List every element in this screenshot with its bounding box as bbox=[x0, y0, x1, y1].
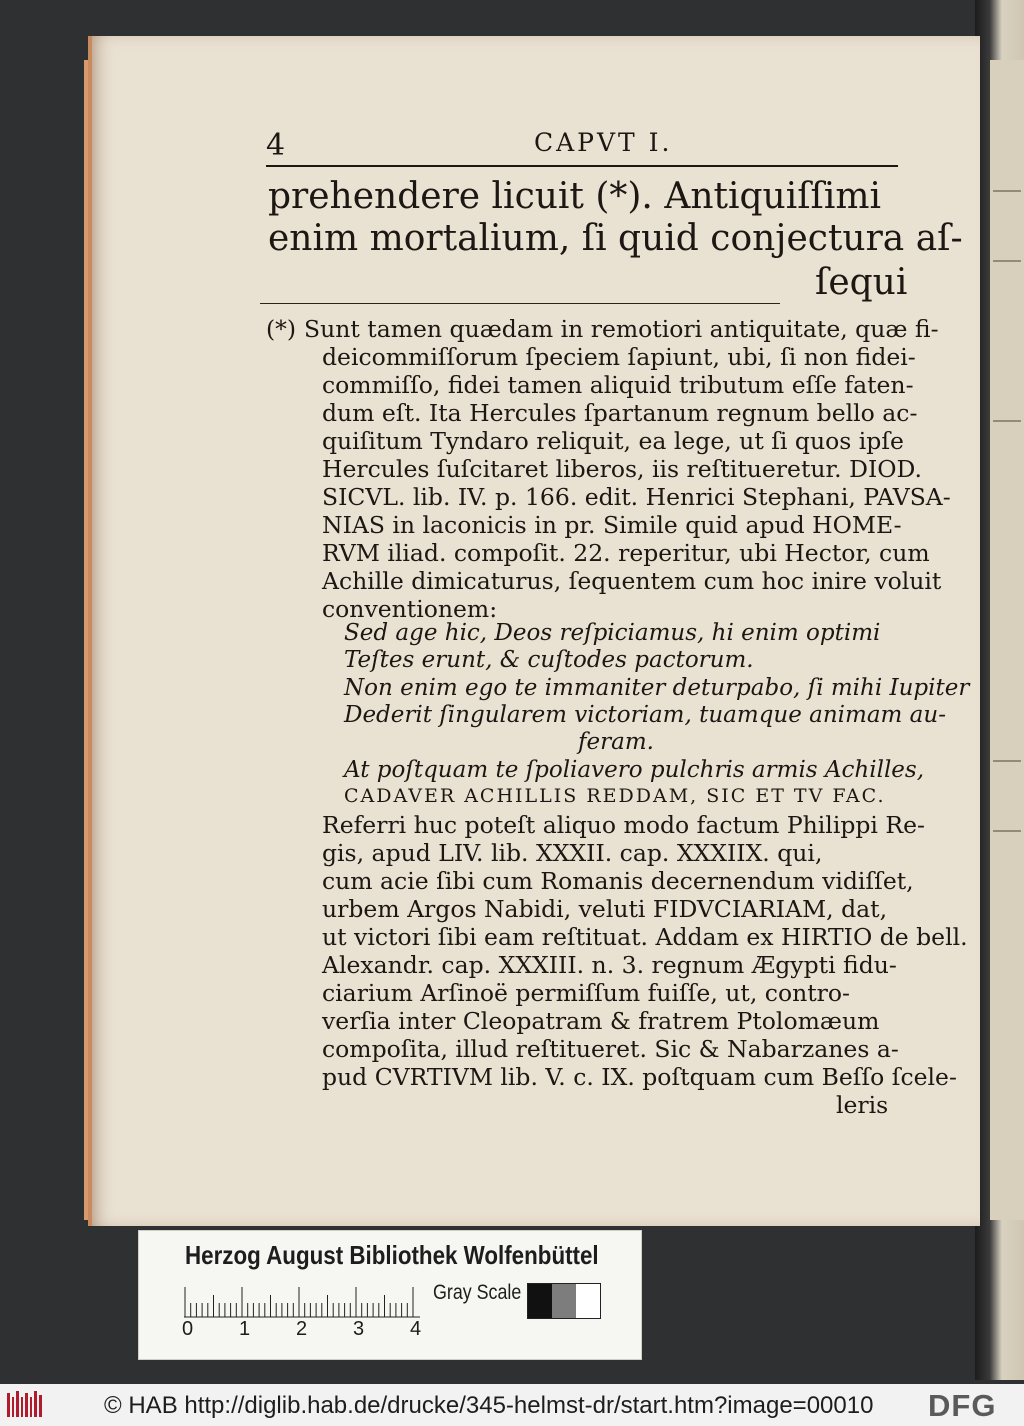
verse-line: Teſtes erunt, & cuſtodes pactorum. bbox=[344, 647, 754, 673]
ruler-number: 3 bbox=[353, 1318, 365, 1340]
footnote-line: ut victori ſibi eam reſtituat. Addam ex HIRTIO de bell. bbox=[322, 923, 968, 951]
footnote-line: cum acie ſibi cum Romanis decernendum vidiſſet, bbox=[322, 867, 914, 895]
ruler-number: 0 bbox=[182, 1318, 194, 1340]
adjacent-page-mark bbox=[993, 420, 1021, 422]
footnote-line: Hercules ſuſcitaret liberos, iis reſtitueretur. DIOD. bbox=[322, 455, 922, 483]
main-text-line: prehendere licuit (*). Antiquiſſimi bbox=[268, 176, 882, 217]
footnote-line: ciarium Arſinoë permiſſum fuiſſe, ut, contro- bbox=[322, 979, 850, 1007]
verse-line: feram. bbox=[578, 729, 654, 755]
dfg-logo: DFG bbox=[928, 1388, 997, 1423]
adjacent-page-mark bbox=[993, 190, 1021, 192]
grayscale-label: Gray Scale bbox=[433, 1281, 522, 1304]
adjacent-page-edge bbox=[990, 60, 1024, 1220]
footnote-line: pud CVRTIVM lib. V. c. IX. poſtquam cum Beſſo ſcele- bbox=[322, 1063, 957, 1091]
footnote-line: NIAS in laconicis in pr. Simile quid apud HOME- bbox=[322, 511, 902, 539]
verse-line: Non enim ego te immaniter deturpabo, ſi mihi Iupiter bbox=[344, 675, 970, 701]
adjacent-page-mark bbox=[993, 260, 1021, 262]
footnote-line: SICVL. lib. IV. p. 166. edit. Henrici Stephani, PAVSA- bbox=[322, 483, 951, 511]
footnote-rule bbox=[260, 303, 780, 304]
catchword-footnote: leris bbox=[836, 1091, 889, 1119]
verse-line: Dederit ſingularem victoriam, tuamque animam au- bbox=[344, 702, 946, 728]
footnote-line: Referri huc poteſt aliquo modo factum Philippi Re- bbox=[322, 811, 925, 839]
footnote-line: deicommiſſorum ſpeciem ſapiunt, ubi, ſi non fidei- bbox=[322, 343, 916, 371]
footnote-line: RVM iliad. compoſit. 22. reperitur, ubi Hector, cum bbox=[322, 539, 930, 567]
library-name: Herzog August Bibliothek Wolfenbüttel bbox=[185, 1240, 599, 1270]
adjacent-page-mark bbox=[993, 830, 1021, 832]
footnote-marker: (*) bbox=[266, 315, 297, 343]
footnote-line: Achille dimicaturus, ſequentem cum hoc inire voluit bbox=[322, 567, 942, 595]
main-text-line: enim mortalium, ſi quid conjectura aſ- bbox=[268, 218, 963, 259]
gray-swatch-light bbox=[576, 1284, 600, 1318]
hab-barcode-icon bbox=[6, 1389, 46, 1421]
verse-line: At poſtquam te ſpoliavero pulchris armis Achilles, bbox=[344, 757, 925, 783]
verse-line: Sed age hic, Deos reſpiciamus, hi enim optimi bbox=[344, 620, 881, 646]
scale-ruler bbox=[184, 1284, 420, 1318]
header-rule bbox=[266, 165, 898, 167]
ruler-number: 1 bbox=[239, 1318, 251, 1340]
footnote-line: conventionem: bbox=[322, 595, 498, 623]
footnote-line: Sunt tamen quædam in remotiori antiquitate, quæ fi- bbox=[304, 315, 939, 343]
page-number: 4 bbox=[266, 128, 286, 163]
footnote-line: compoſita, illud reſtitueret. Sic & Nabarzanes a- bbox=[322, 1035, 899, 1063]
catchword: ſequi bbox=[815, 262, 908, 303]
adjacent-page-mark bbox=[993, 760, 1021, 762]
citation-link[interactable]: © HAB http://diglib.hab.de/drucke/345-helmst-dr/start.htm?image=00010 bbox=[104, 1392, 874, 1419]
footnote-line: quiſitum Tyndaro reliquit, ea lege, ut ſi quos ipſe bbox=[322, 427, 904, 455]
footnote-line: gis, apud LIV. lib. XXXII. cap. XXXIIX. qui, bbox=[322, 839, 823, 867]
caps-line: CADAVER ACHILLIS REDDAM, SIC ET TV FAC. bbox=[344, 785, 886, 807]
footnote-line: urbem Argos Nabidi, veluti FIDVCIARIAM, dat, bbox=[322, 895, 888, 923]
grayscale-swatches bbox=[527, 1283, 601, 1319]
footnote-line: verſia inter Cleopatram & fratrem Ptolomæum bbox=[322, 1007, 880, 1035]
gray-swatch-dark bbox=[528, 1284, 552, 1318]
footnote-line: dum eſt. Ita Hercules ſpartanum regnum bello ac- bbox=[322, 399, 918, 427]
running-head: CAPVT I. bbox=[534, 128, 673, 157]
gray-swatch-mid bbox=[552, 1284, 576, 1318]
footnote-line: Alexandr. cap. XXXIII. n. 3. regnum Ægypti fidu- bbox=[322, 951, 897, 979]
footnote-line: commiſſo, fidei tamen aliquid tributum eſſe faten- bbox=[322, 371, 914, 399]
ruler-number: 4 bbox=[410, 1318, 422, 1340]
ruler-number: 2 bbox=[296, 1318, 308, 1340]
